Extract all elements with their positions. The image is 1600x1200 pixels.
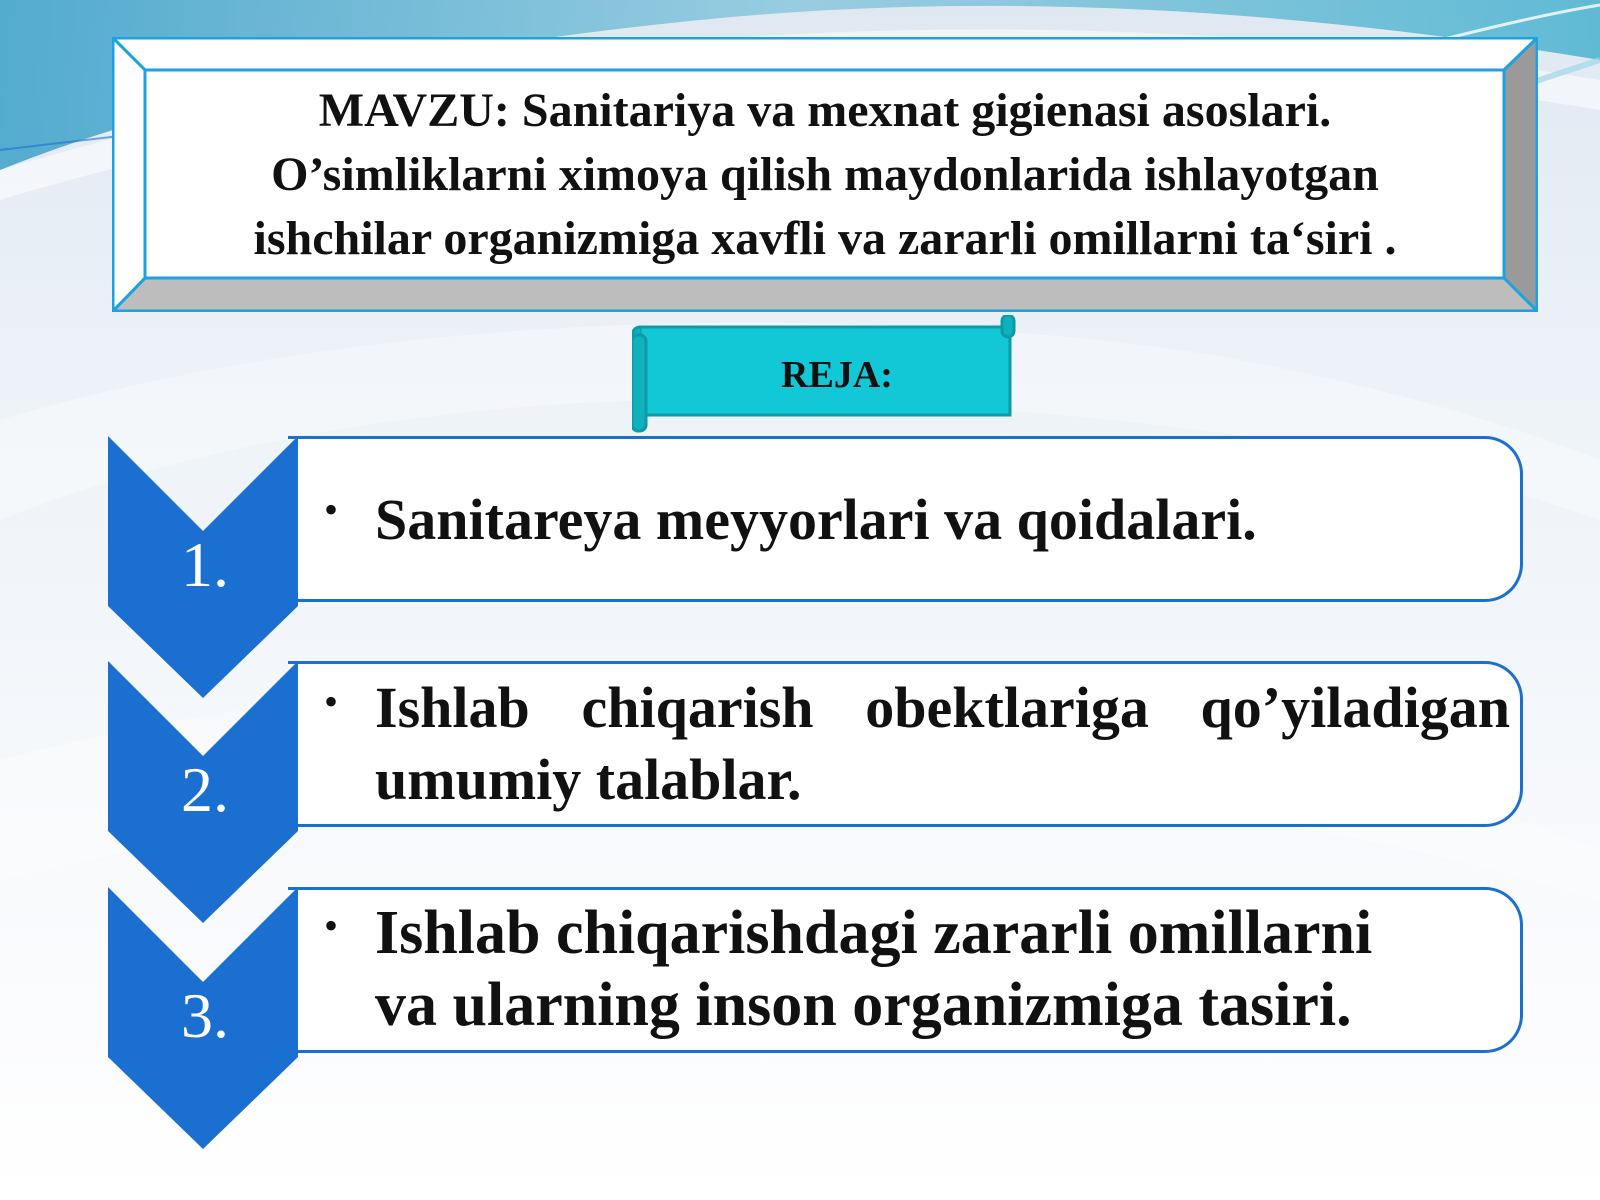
plan-item-1-number: 1. [181, 529, 229, 600]
plan-item-2-word: qo’yiladigan [1200, 675, 1510, 740]
plan-item-1-bullet: • [324, 487, 339, 532]
plan-label: REJA: [781, 354, 893, 396]
plan-item-2-word: obektlariga [865, 675, 1149, 740]
plan-item-1-text [375, 484, 1510, 556]
plan-item-3-text [375, 897, 1510, 1041]
plan-item-3-line-1: Ishlab chiqarishdagi zararli omillarni [375, 899, 1373, 967]
plan-item-2-number: 2. [181, 754, 229, 825]
plan-item-1-line: Sanitareya meyyorlari va qoidalari. [375, 487, 1257, 552]
title-line-2: O’simliklarni ximoya qilish maydonlarida ishlayotgan [271, 148, 1379, 201]
plan-item-2-line-1 [375, 672, 1510, 744]
page-title [150, 75, 1500, 275]
plan-item-2-line-2: umumiy talablar. [375, 747, 802, 812]
title-line-1: MAVZU: Sanitariya va mexnat gigienasi asoslari. [318, 84, 1332, 137]
plan-item-3-bullet: • [324, 903, 339, 948]
plan-item-3-number: 3. [181, 980, 229, 1051]
plan-item-2-bullet: • [324, 679, 339, 724]
title-line-3: ishchilar organizmiga xavfli va zararli omillarni ta‘siri . [253, 212, 1397, 265]
plan-item-3-line-2: va ularning inson organizmiga tasiri. [375, 971, 1352, 1039]
plan-item-2-word: chiqarish [581, 675, 814, 740]
plan-item-2-word: Ishlab [375, 675, 530, 740]
plan-item-2-text [375, 672, 1510, 816]
